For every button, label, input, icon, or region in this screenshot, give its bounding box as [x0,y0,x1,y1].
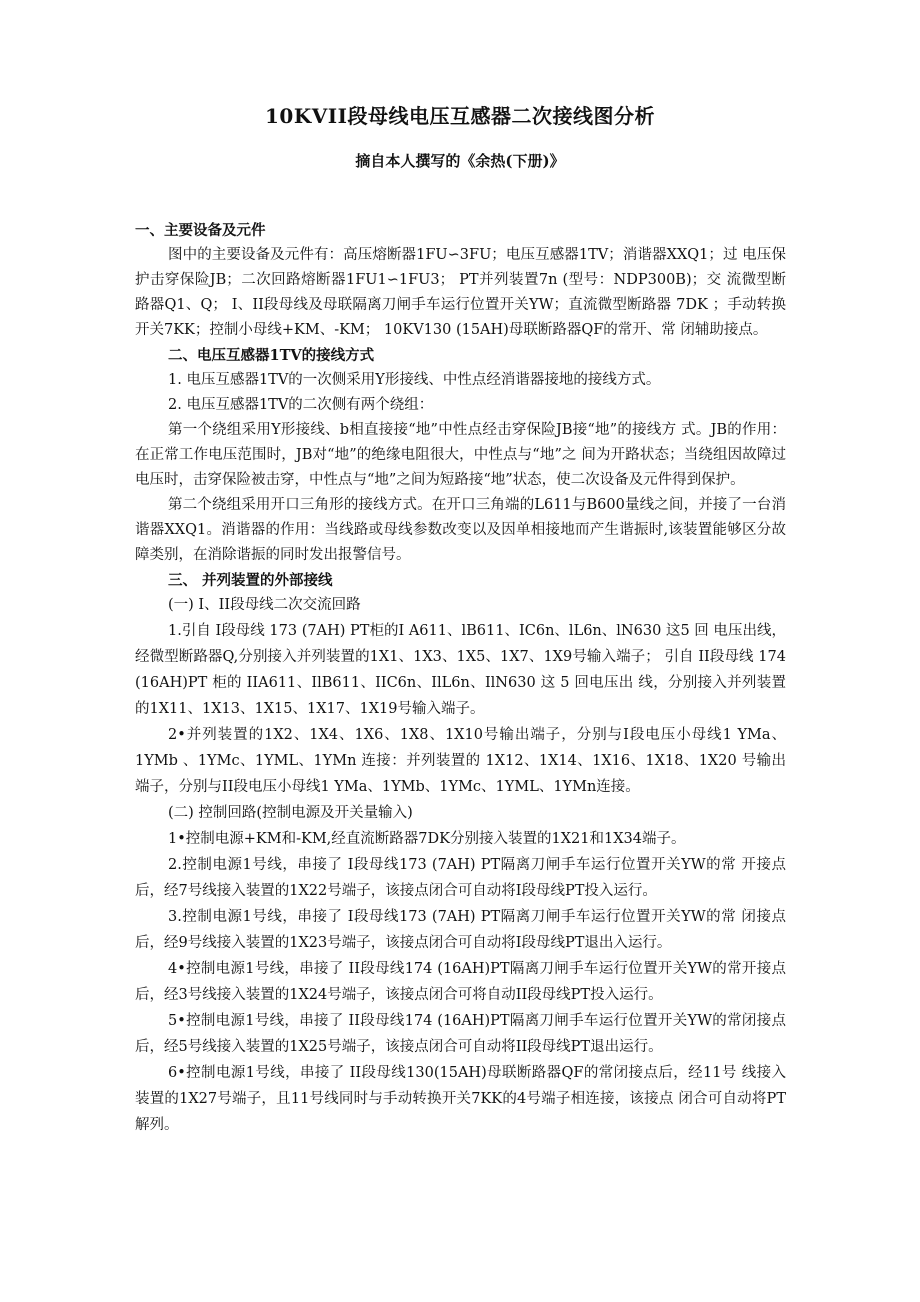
section-heading-1: 一、主要设备及元件 [135,222,266,239]
paragraph: 3.控制电源1号线，串接了 I段母线173 (7AH) PT隔离刀闸手车运行位置开关YW的常 闭接点后，经9号线接入装置的1X23号端子，该接点闭合可自动将I段母线PT退出入运行。 [135,909,786,951]
paragraph: 图中的主要设备及元件有：高压熔断器1FU∽3FU；电压互感器1TV；消谐器XXQ1；过 电压保护击穿保险JB；二次回路熔断器1FU1∽1FU3； PT并列装置7n (型号：NDP300B)；交 流微型断路器Q1、Q； I、II段母线及母联隔离刀闸手车运行位置开关YW；直流微型断路器 7DK ；手动转换开关7KK；控制小母线+KM、-KM； 10KV130 (15AH)母联断路器QF的常开、常 闭辅助接点。 [135,247,786,338]
paragraph: 4•控制电源1号线，串接了 II段母线174 (16AH)PT隔离刀闸手车运行位置开关YW的常开接点后，经3号线接入装置的1X24号端子，该接点闭合可将自动II段母线PT投入运行。 [135,961,786,1003]
paragraph: 2.控制电源1号线，串接了 I段母线173 (7AH) PT隔离刀闸手车运行位置开关YW的常 开接点后，经7号线接入装置的1X22号端子，该接点闭合可自动将I段母线PT投入运行。 [135,857,786,899]
section-heading-3: 三、 并列装置的外部接线 [168,572,333,589]
paragraph: 第二个绕组采用开口三角形的接线方式。在开口三角端的L611与B600量线之间，并接了一台消谐器XXQ1。消谐器的作用：当线路或母线参数改变以及因单相接地而产生谐振时,该装置能够区分故障类别，在消除谐振的同时发出报警信号。 [135,497,786,563]
document-title: 10KVII段母线电压互感器二次接线图分析 [265,104,655,128]
section-heading-2: 二、电压互感器1TV的接线方式 [168,347,375,364]
paragraph: 2•并列装置的1X2、1X4、1X6、1X8、1X10号输出端子，分别与I段电压小母线1 YMa、 1YMb 、1YMc、1YML、1YMn 连接：并列装置的 1X12、1X14、1X16、1X18、1X20 号输出端子，分别与II段电压小母线1 YMa、1YMb、1YMc、1YML、1YMn连接。 [135,727,786,795]
paragraph: 1.引自 I段母线 173 (7AH) PT柜的I A611、lB611、IC6n、lL6n、lN630 这5 回 电压出线，经微型断路器Q,分别接入并列装置的1X1、1X3、1X5、1X7、1X9号输入端子； 引自 II段母线 174 (16AH)PT 柜的 IIA611、IlB611、IIC6n、IlL6n、IlN630 这 5 回电压出 线，分别接入并列装置的1X11、1X13、1X15、1X17、1X19号输入端子。 [135,623,786,717]
paragraph: 第一个绕组采用Y形接线、b相直接接“地”中性点经击穿保险JB接“地”的接线方 式。JB的作用：在正常工作电压范围时，JB对“地”的绝缘电阻很大，中性点与“地”之 间为开路状态；当绕组因故障过电压时，击穿保险被击穿，中性点与“地”之间为短路接“地”状态，使二次设备及元件得到保护。 [135,422,786,488]
paragraph: 2. 电压互感器1TV的二次侧有两个绕组： [168,397,434,413]
paragraph: 6•控制电源1号线，串接了 II段母线130(15AH)母联断路器QF的常闭接点后，经11号 线接入装置的1X27号端子，且11号线同时与手动转换开关7KK的4号端子相连接，该接点 闭合可自动将PT解列。 [135,1065,786,1133]
subsection-heading: (二) 控制回路(控制电源及开关量输入) [168,805,413,821]
subsection-heading: (一) I、II段母线二次交流回路 [168,597,361,613]
paragraph: 5•控制电源1号线，串接了 II段母线174 (16AH)PT隔离刀闸手车运行位置开关YW的常闭接点后，经5号线接入装置的1X25号端子，该接点闭合可自动将II段母线PT退出运行。 [135,1013,786,1055]
paragraph: 1. 电压互感器1TV的一次侧采用Y形接线、中性点经消谐器接地的接线方式。 [168,372,661,388]
document-body [135,218,786,1138]
document-subtitle: 摘自本人撰写的《余热(下册)》 [355,152,565,170]
paragraph: 1•控制电源+KM和-KM,经直流断路器7DK分别接入装置的1X21和1X34端子。 [168,831,686,847]
